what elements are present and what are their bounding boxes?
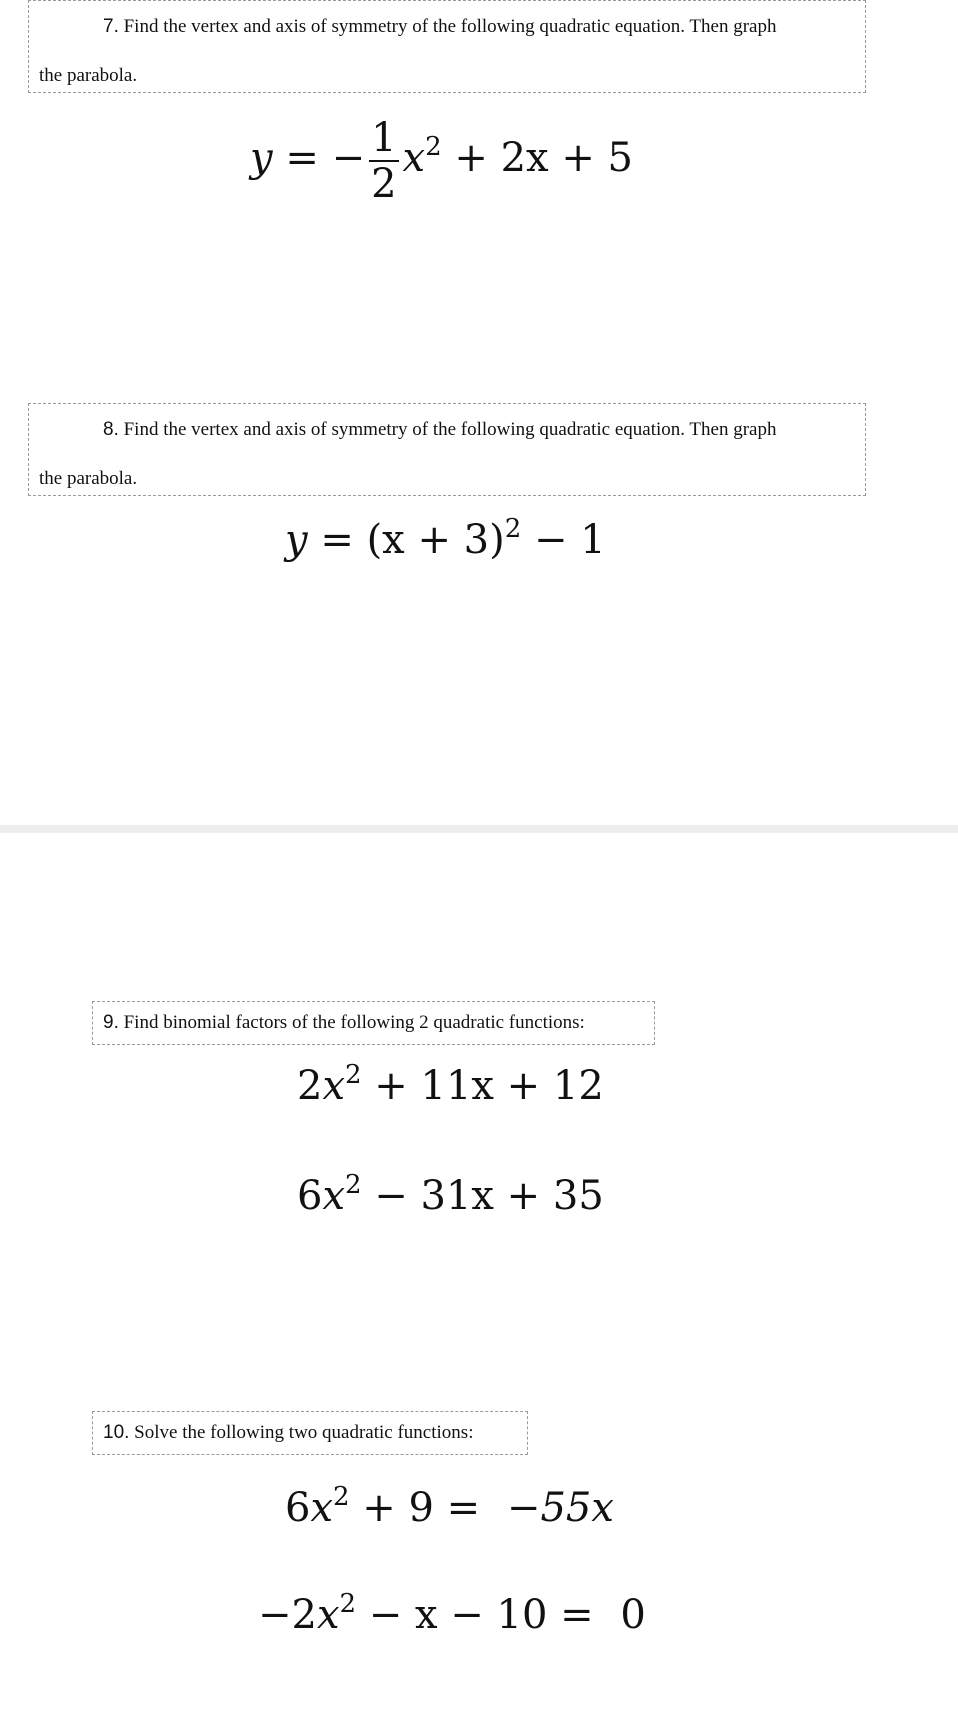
question-number: 9. [103, 1012, 119, 1033]
eq-rest: + 11x + 12 [374, 1063, 604, 1109]
eq-variable: x [316, 1592, 340, 1638]
question-8-text [28, 403, 866, 496]
eq-exponent: 2 [333, 1482, 350, 1512]
eq-exponent: 2 [504, 514, 522, 544]
eq-lhs: y [250, 135, 273, 181]
question-prompt-continued: the parabola. [39, 65, 138, 86]
eq-rhs: −55x [506, 1485, 614, 1531]
eq-rhs: 0 [620, 1592, 646, 1638]
page-2 [0, 833, 958, 1726]
eq-negative: − [331, 135, 366, 181]
question-number: 7. [103, 16, 119, 37]
eq-lhs: y [285, 517, 308, 563]
eq-rest: − 1 [534, 517, 606, 563]
question-prompt: Find the vertex and axis of symmetry of the following quadratic equation. Then graph [123, 419, 777, 440]
question-number: 8. [103, 419, 119, 440]
page-1 [0, 0, 958, 825]
question-number: 10. [103, 1422, 130, 1443]
eq-coefficient: −2 [258, 1592, 317, 1638]
eq-variable: x [322, 1063, 346, 1109]
eq-exponent: 2 [425, 132, 442, 162]
eq-rest: − 31x + 35 [374, 1173, 604, 1219]
question-7-text [28, 0, 866, 93]
eq-coefficient: 6 [285, 1485, 311, 1531]
eq-exponent: 2 [339, 1589, 357, 1619]
page-separator [0, 825, 958, 833]
question-8-equation [285, 514, 606, 563]
question-prompt: Find binomial factors of the following 2 quadratic functions: [123, 1012, 585, 1033]
eq-rest: + 2x + 5 [454, 135, 633, 181]
question-10-text [92, 1411, 528, 1455]
question-prompt: Solve the following two quadratic functions: [134, 1422, 474, 1443]
question-9-text [92, 1001, 655, 1045]
eq-equals: = [285, 135, 319, 181]
fraction-numerator: 1 [371, 115, 397, 161]
eq-variable: x [310, 1485, 334, 1531]
eq-exponent: 2 [345, 1060, 362, 1090]
eq-equals: = [320, 517, 354, 563]
eq-base: (x + 3) [366, 517, 505, 563]
fraction-denominator: 2 [371, 161, 397, 207]
question-10-equation-2 [258, 1589, 646, 1638]
eq-coefficient: 6 [297, 1173, 323, 1219]
question-10-equation-1 [285, 1482, 614, 1531]
fraction [369, 115, 398, 207]
eq-coefficient: 2 [297, 1063, 323, 1109]
eq-rest: + 9 = [362, 1485, 481, 1531]
question-9-equation-1 [297, 1060, 604, 1109]
eq-exponent: 2 [345, 1170, 362, 1200]
question-prompt: Find the vertex and axis of symmetry of the following quadratic equation. Then graph [123, 16, 777, 37]
eq-variable: x [322, 1173, 346, 1219]
question-prompt-continued: the parabola. [39, 468, 138, 489]
eq-variable: x [402, 135, 426, 181]
eq-rest: − x − 10 = [368, 1592, 594, 1638]
question-9-equation-2 [297, 1170, 604, 1219]
question-7-equation [250, 115, 633, 207]
